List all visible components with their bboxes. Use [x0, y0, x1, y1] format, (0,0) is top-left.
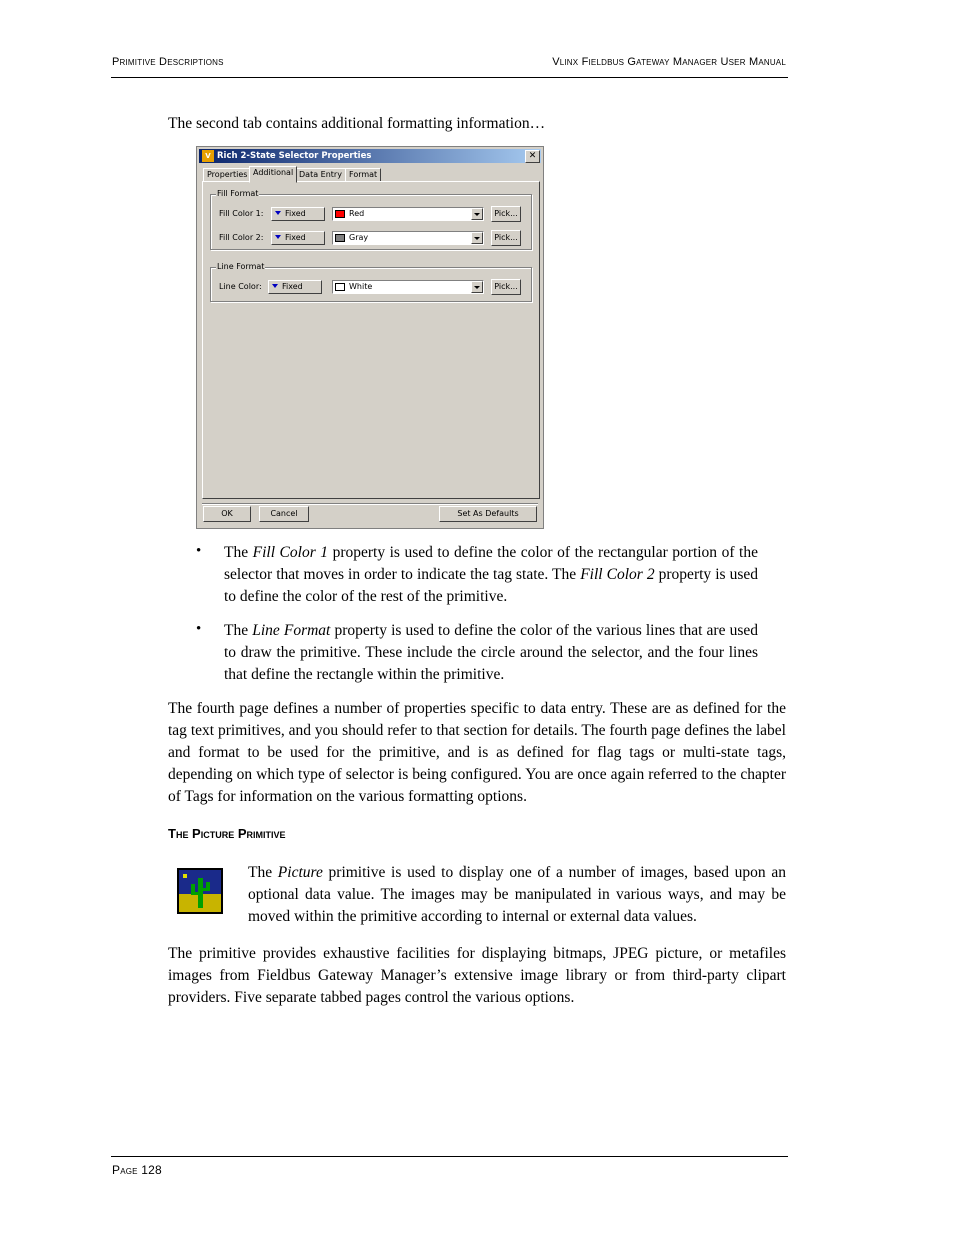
fill-color-2-mode-button[interactable]	[271, 231, 325, 245]
color-swatch	[335, 210, 345, 218]
ok-button[interactable]: OK	[203, 506, 251, 522]
line-color-mode-label: Fixed	[282, 282, 303, 291]
set-as-defaults-button[interactable]: Set As Defaults	[439, 506, 537, 522]
intro-text: The second tab contains additional formatting information…	[168, 115, 546, 132]
dialog-title: Rich 2-State Selector Properties	[217, 151, 372, 161]
fill-color-1-pick-button[interactable]: Pick...	[491, 206, 521, 222]
bullet-line-format: The Line Format property is used to define the color of the various lines that are used to draw the primitive. These include the circle around the selector, and the four lines that define the rectangle within the primitive.	[224, 622, 758, 683]
running-header-left: Primitive Descriptions	[112, 56, 224, 68]
tab-panel-additional	[202, 181, 540, 499]
line-color-select[interactable]	[332, 280, 484, 294]
fill-color-1-label: Fill Color 1:	[219, 209, 264, 218]
bullet-glyph: •	[196, 543, 202, 559]
properties-dialog	[196, 146, 544, 529]
bullet-glyph: •	[196, 621, 202, 637]
dropdown-triangle-icon	[272, 284, 278, 288]
color-swatch	[335, 283, 345, 291]
fill-color-1-mode-label: Fixed	[285, 209, 306, 218]
line-color-mode-button[interactable]	[268, 280, 322, 294]
fill-format-legend: Fill Format	[217, 189, 259, 198]
dialog-footer-separator	[202, 503, 538, 505]
tab-data-entry[interactable]: Data Entry	[295, 168, 346, 182]
fill-color-2-pick-button[interactable]: Pick...	[491, 230, 521, 246]
chevron-down-icon[interactable]	[471, 232, 483, 244]
close-button[interactable]: ✕	[525, 150, 540, 163]
fill-color-1-select[interactable]	[332, 207, 484, 221]
chevron-down-icon[interactable]	[471, 208, 483, 220]
dropdown-triangle-icon	[275, 235, 281, 239]
app-icon: V	[202, 150, 214, 162]
bullet-fill-color: The Fill Color 1 property is used to define the color of the rectangular portion of the selector that moves in order to indicate the tag state. The Fill Color 2 property is used to define the color of the rest of the primitive.	[224, 544, 758, 605]
fill-color-2-select[interactable]	[332, 231, 484, 245]
fill-color-2-value: Gray	[349, 233, 369, 242]
section-heading: The Picture Primitive	[168, 826, 286, 841]
dialog-titlebar	[199, 149, 541, 163]
line-format-group	[210, 262, 532, 302]
dropdown-triangle-icon	[275, 211, 281, 215]
cancel-button[interactable]: Cancel	[259, 506, 309, 522]
page-number: Page 128	[112, 1163, 162, 1177]
picture-primitive-icon	[177, 868, 223, 914]
color-swatch	[335, 234, 345, 242]
tab-additional[interactable]: Additional	[249, 166, 297, 183]
fill-color-2-label: Fill Color 2:	[219, 233, 264, 242]
fill-format-group	[210, 189, 532, 250]
line-format-legend: Line Format	[217, 262, 265, 271]
line-color-label: Line Color:	[219, 282, 262, 291]
picture-paragraph: The Picture primitive is used to display one of a number of images, based upon an optional data value. The images may be manipulated in various ways, and may be moved within the primitive according to internal or external data values.	[248, 864, 786, 925]
fill-color-1-mode-button[interactable]	[271, 207, 325, 221]
fill-color-2-mode-label: Fixed	[285, 233, 306, 242]
footer-rule	[111, 1156, 788, 1157]
fill-color-1-value: Red	[349, 209, 365, 218]
line-color-value: White	[349, 282, 373, 291]
header-rule	[111, 77, 788, 78]
tab-format[interactable]: Format	[345, 168, 381, 182]
facilities-paragraph: The primitive provides exhaustive facilities for displaying bitmaps, JPEG picture, or metafiles images from Fieldbus Gateway Manager’s extensive image library or from third-party clipart providers. Five separate tabbed pages control the various options.	[168, 945, 786, 1006]
fourth-page-paragraph: The fourth page defines a number of properties specific to data entry. These are as defined for the tag text primitives, and you should refer to that section for details. The fourth page defines the label and format to be used for the primitive, and is as defined for flag tags or multi-state tags, depending on which type of selector is being configured. You are once again referred to the chapter of Tags for information on the various formatting options.	[168, 700, 786, 805]
tab-properties[interactable]: Properties	[203, 168, 251, 182]
chevron-down-icon[interactable]	[471, 281, 483, 293]
line-color-pick-button[interactable]: Pick...	[491, 279, 521, 295]
running-header-right: Vlinx Fieldbus Gateway Manager User Manual	[552, 56, 786, 68]
